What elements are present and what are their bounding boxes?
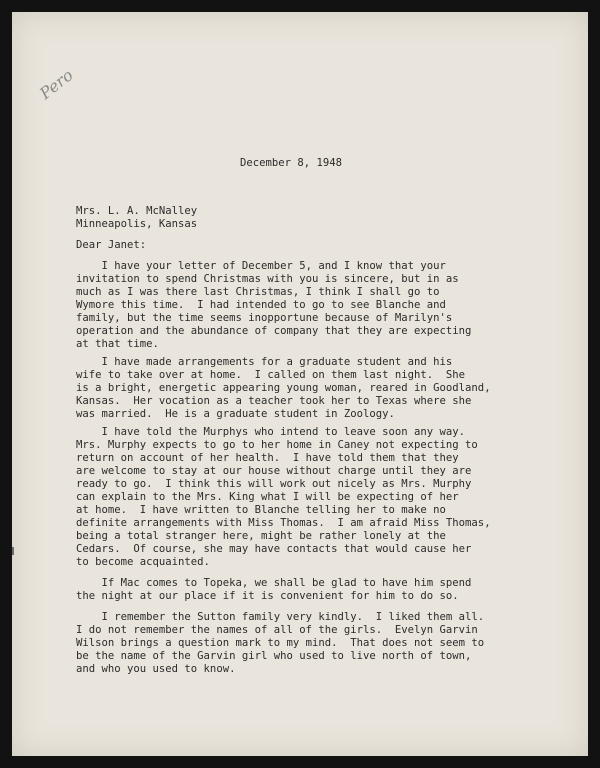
paragraph-line: can explain to the Mrs. King what I will be expecting of her <box>76 491 459 503</box>
paragraph-line: ready to go. I think this will work out nicely as Mrs. Murphy <box>76 478 472 490</box>
paragraph-line: is a bright, energetic appearing young woman, reared in Goodland, <box>76 382 491 394</box>
paragraph-line: Wymore this time. I had intended to go to see Blanche and <box>76 299 446 311</box>
paragraph-line: invitation to spend Christmas with you is sincere, but in as <box>76 273 459 285</box>
salutation: Dear Janet: <box>76 239 147 251</box>
paragraph-line: was married. He is a graduate student in Zoology. <box>76 408 395 420</box>
paragraph-line: I have told the Murphys who intend to leave soon any way. <box>76 426 466 438</box>
paragraph-line: being a total stranger here, might be rather lonely at the <box>76 530 446 542</box>
letter-date: December 8, 1948 <box>240 157 343 169</box>
paragraph-line: definite arrangements with Miss Thomas. I am afraid Miss Thomas, <box>76 517 491 529</box>
paragraph-line: Kansas. Her vocation as a teacher took her to Texas where she <box>76 395 472 407</box>
paragraph-line: Mrs. Murphy expects to go to her home in Caney not expecting to <box>76 439 478 451</box>
paragraph-line: the night at our place if it is convenient for him to do so. <box>76 590 459 602</box>
paragraph-line: are welcome to stay at our house without charge until they are <box>76 465 472 477</box>
paragraph-line: If Mac comes to Topeka, we shall be glad to have him spend <box>76 577 472 589</box>
paragraph-line: I do not remember the names of all of the girls. Evelyn Garvin <box>76 624 478 636</box>
paragraph-line: family, but the time seems inopportune because of Marilyn's <box>76 312 453 324</box>
paragraph-line: to become acquainted. <box>76 556 210 568</box>
paragraph-line: and who you used to know. <box>76 663 236 675</box>
paragraph-line: operation and the abundance of company that they are expecting <box>76 325 472 337</box>
paragraph-line: much as I was there last Christmas, I think I shall go to <box>76 286 440 298</box>
paragraph-line: wife to take over at home. I called on them last night. She <box>76 369 466 381</box>
letter-body <box>12 12 588 756</box>
paragraph-line: at home. I have written to Blanche telling her to make no <box>76 504 446 516</box>
paragraph-line: Cedars. Of course, she may have contacts that would cause her <box>76 543 472 555</box>
paragraph-line: I have made arrangements for a graduate student and his <box>76 356 453 368</box>
recipient-name: Mrs. L. A. McNalley <box>76 205 198 217</box>
letter-page <box>12 12 588 756</box>
handwritten-annotation: Pero <box>36 65 77 103</box>
paragraph-line: I remember the Sutton family very kindly. I liked them all. <box>76 611 485 623</box>
paragraph-line: be the name of the Garvin girl who used to live north of town, <box>76 650 472 662</box>
paragraph-line: I have your letter of December 5, and I know that your <box>76 260 446 272</box>
recipient-city: Minneapolis, Kansas <box>76 218 198 230</box>
paragraph-line: return on account of her health. I have told them that they <box>76 452 459 464</box>
paragraph-line: Wilson brings a question mark to my mind. That does not seem to <box>76 637 485 649</box>
paragraph-line: at that time. <box>76 338 159 350</box>
